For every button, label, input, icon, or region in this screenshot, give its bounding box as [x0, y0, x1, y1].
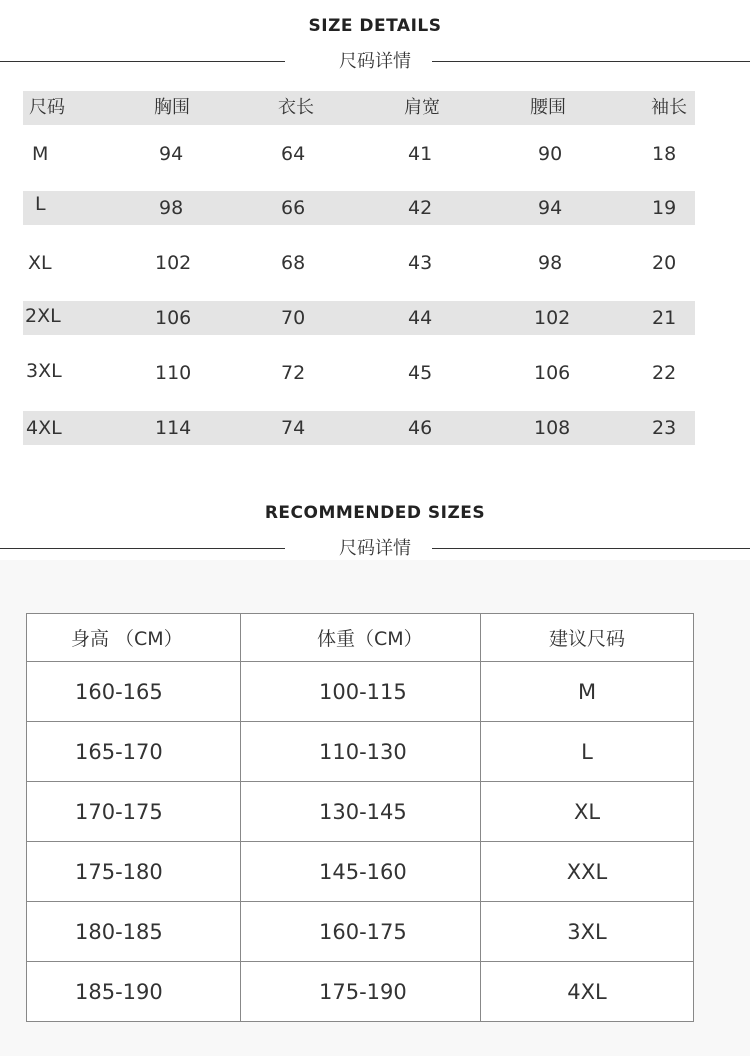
cell-waist: 94 — [538, 197, 563, 219]
cell-shoulder: 42 — [408, 197, 433, 219]
cell-suggested-size: 4XL — [481, 962, 694, 1022]
cell-length: 68 — [281, 252, 306, 274]
table-row — [23, 356, 695, 390]
cell-length: 72 — [281, 362, 306, 384]
table-row — [27, 842, 694, 902]
table-row — [23, 411, 695, 445]
cell-waist: 102 — [534, 307, 571, 329]
cell-weight: 145-160 — [241, 842, 481, 902]
cell-length: 74 — [281, 417, 306, 439]
size-details-title: SIZE DETAILS — [308, 16, 442, 36]
cell-weight: 130-145 — [241, 782, 481, 842]
table-row — [27, 662, 694, 722]
cell-weight: 160-175 — [241, 902, 481, 962]
cell-length: 70 — [281, 307, 306, 329]
size-details-table — [23, 91, 695, 445]
header-weight: 体重（CM） — [241, 614, 481, 662]
table-row — [23, 137, 695, 171]
cell-length: 64 — [281, 143, 306, 165]
cell-shoulder: 44 — [408, 307, 433, 329]
cell-chest: 110 — [155, 362, 192, 384]
size-details-subtitle: 尺码详情 — [339, 51, 411, 72]
cell-height: 175-180 — [27, 842, 241, 902]
cell-sleeve: 21 — [652, 307, 677, 329]
cell-weight: 110-130 — [241, 722, 481, 782]
cell-chest: 102 — [155, 252, 192, 274]
size-table-header — [23, 91, 695, 125]
table-row — [23, 301, 695, 335]
cell-suggested-size: 3XL — [481, 902, 694, 962]
header-chest: 胸围 — [154, 97, 190, 118]
cell-sleeve: 19 — [652, 197, 677, 219]
cell-chest: 106 — [155, 307, 192, 329]
cell-height: 165-170 — [27, 722, 241, 782]
recommended-subtitle: 尺码详情 — [339, 538, 411, 559]
cell-size: XL — [28, 252, 52, 274]
table-row — [23, 246, 695, 280]
cell-shoulder: 45 — [408, 362, 433, 384]
recommended-subtitle-bar — [0, 535, 750, 563]
header-shoulder: 肩宽 — [404, 97, 440, 118]
cell-waist: 98 — [538, 252, 563, 274]
cell-shoulder: 43 — [408, 252, 433, 274]
cell-chest: 114 — [155, 417, 192, 439]
cell-waist: 106 — [534, 362, 571, 384]
cell-weight: 100-115 — [241, 662, 481, 722]
cell-sleeve: 20 — [652, 252, 677, 274]
recommended-sizes-table — [26, 613, 694, 1022]
header-suggested-size: 建议尺码 — [481, 614, 694, 662]
size-details-subtitle-bar — [0, 48, 750, 76]
cell-height: 180-185 — [27, 902, 241, 962]
rec-table-header — [27, 614, 694, 662]
header-height: 身高 （CM） — [27, 614, 241, 662]
cell-length: 66 — [281, 197, 306, 219]
table-row — [27, 962, 694, 1022]
cell-waist: 108 — [534, 417, 571, 439]
cell-suggested-size: M — [481, 662, 694, 722]
cell-chest: 98 — [159, 197, 184, 219]
cell-size: 4XL — [26, 417, 62, 439]
cell-size: 2XL — [25, 305, 61, 327]
cell-suggested-size: L — [481, 722, 694, 782]
cell-shoulder: 41 — [408, 143, 433, 165]
cell-size: M — [32, 143, 49, 165]
table-row — [23, 191, 695, 225]
cell-height: 160-165 — [27, 662, 241, 722]
cell-sleeve: 23 — [652, 417, 677, 439]
cell-suggested-size: XL — [481, 782, 694, 842]
cell-size: 3XL — [26, 360, 62, 382]
cell-sleeve: 18 — [652, 143, 677, 165]
table-row — [27, 902, 694, 962]
header-length: 衣长 — [278, 97, 314, 118]
header-size: 尺码 — [29, 97, 65, 118]
recommended-sizes-title: RECOMMENDED SIZES — [264, 503, 486, 523]
cell-sleeve: 22 — [652, 362, 677, 384]
cell-height: 185-190 — [27, 962, 241, 1022]
cell-shoulder: 46 — [408, 417, 433, 439]
table-row — [27, 782, 694, 842]
table-row — [27, 722, 694, 782]
header-waist: 腰围 — [530, 97, 566, 118]
cell-height: 170-175 — [27, 782, 241, 842]
header-sleeve: 袖长 — [651, 97, 687, 118]
cell-waist: 90 — [538, 143, 563, 165]
cell-suggested-size: XXL — [481, 842, 694, 902]
cell-size: L — [35, 193, 46, 215]
cell-chest: 94 — [159, 143, 184, 165]
cell-weight: 175-190 — [241, 962, 481, 1022]
